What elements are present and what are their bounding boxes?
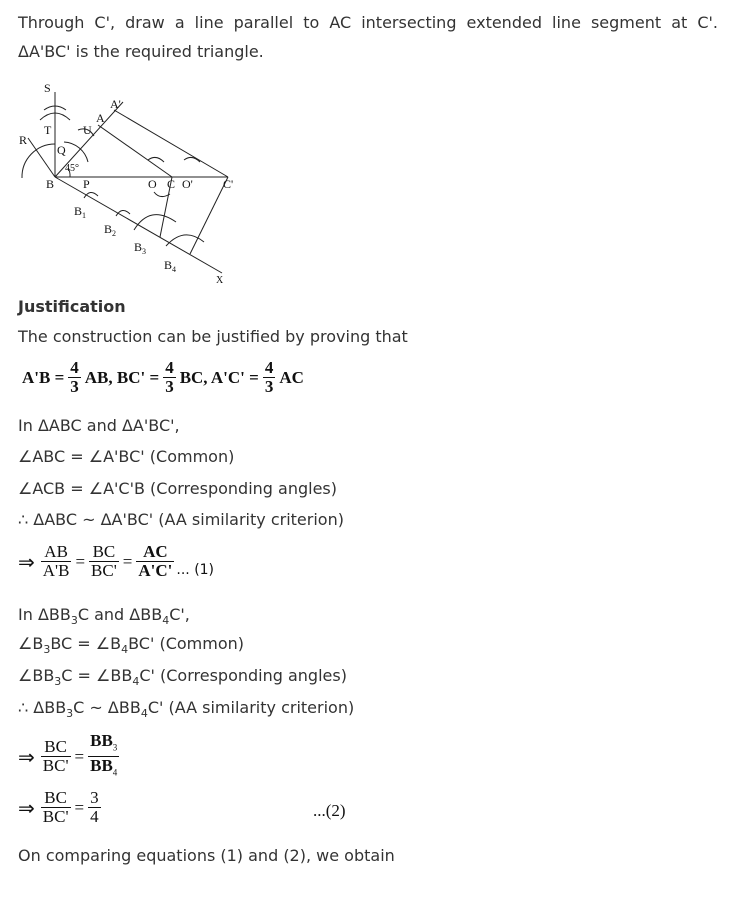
fraction-four-thirds: $\frac{4}{3}$ [70, 358, 79, 396]
triangle-2-similarity: ∴ $\Delta BB_3C$ ~ $\Delta BB_4C'$ (AA similarity criterion) [18, 698, 355, 721]
fraction-ab: $\frac{AB}{A'B}$ [42, 542, 70, 580]
label-o-prime: O' [182, 177, 193, 191]
label-b2: $B_2$ [104, 222, 117, 238]
label-o: O [148, 177, 157, 191]
arc-r [22, 144, 55, 178]
equation-2: ⇒ $\frac{BC}{BC'}$ = $\frac{3}{4}$ ...(2) [18, 788, 346, 826]
arc-b2 [116, 210, 130, 216]
label-x: X [216, 275, 224, 286]
label-b1: $B_1$ [74, 204, 87, 220]
implies-symbol: ⇒ [18, 795, 35, 820]
arc-c-cross [154, 192, 170, 197]
equation-2-label: ...(2) [313, 801, 346, 820]
label-b: B [46, 177, 55, 191]
label-q: Q [57, 143, 66, 157]
intro-line-2: ΔA'BC' is the required triangle. [18, 42, 264, 61]
ray-bx [55, 177, 222, 273]
label-c: C [167, 177, 176, 191]
equation-ratios: A'B = $\frac{4}{3}$ AB, BC' = $\frac{4}{3}$ BC, A'C' = $\frac{4}{3}$ AC [22, 358, 304, 396]
fraction-four-thirds: $\frac{4}{3}$ [264, 358, 274, 396]
triangle-1-angle-corresponding: ∠ACB = ∠A'C'B (Corresponding angles) [18, 479, 337, 498]
label-r: R [19, 133, 28, 147]
label-u: U [83, 123, 92, 137]
implies-symbol: ⇒ [18, 744, 35, 769]
triangle-pair-2-title: In $\Delta BB_3C$ and $\Delta BB_4C'$, [18, 605, 190, 628]
label-b4: $B_4$ [164, 258, 177, 274]
equation-1-label: ... (1) [176, 561, 215, 578]
construction-figure [0, 70, 260, 290]
label-p: P [83, 177, 90, 191]
conclusion-text: On comparing equations (1) and (2), we obtain [18, 846, 395, 865]
equation-1: ⇒ $\frac{AB}{A'B}$ = $\frac{BC}{BC'}$ = $\frac{AC}{A'C'}$ $_{... (1)}$ [18, 542, 215, 580]
label-s: S [44, 81, 51, 95]
equation-bb-ratio: ⇒ $\frac{BC}{BC'}$ = $\frac{BB_3}{BB_4}$ [18, 732, 121, 782]
arc-at-o-prime [184, 157, 200, 162]
triangle-1-angle-common: ∠ABC = ∠A'BC' (Common) [18, 447, 235, 466]
fraction-bb: $\frac{BB_3}{BB_4}$ [88, 732, 119, 782]
fraction-four-thirds: $\frac{4}{3}$ [165, 358, 174, 396]
line-a-prime-c-prime [114, 110, 228, 177]
label-a: A [96, 111, 105, 125]
line-ac [98, 125, 172, 177]
triangle-1-similarity: ∴ ΔABC ~ ΔA'BC' (AA similarity criterion) [18, 510, 344, 529]
label-c-prime: C' [223, 177, 234, 191]
fraction-bc: $\frac{BC}{BC'}$ [42, 788, 69, 826]
label-angle: 45° [65, 163, 79, 174]
intro-line-1: Through C', draw a line parallel to AC intersecting extended line segment at C'. [18, 13, 718, 32]
fraction-bc: $\frac{BC}{BC'}$ [91, 542, 117, 580]
triangle-2-angle-common: $\angle B_3BC$ = $\angle B_4BC'$ (Common) [18, 634, 244, 657]
label-t: T [44, 123, 52, 137]
justification-heading: Justification [18, 297, 126, 316]
triangle-2-angle-corresponding: $\angle BB_3C$ = $\angle BB_4C'$ (Corresponding angles) [18, 666, 347, 689]
fraction-ac: $\frac{AC}{A'C'}$ [138, 542, 173, 580]
implies-symbol: ⇒ [18, 549, 35, 574]
fraction-bc: $\frac{BC}{BC'}$ [42, 737, 69, 776]
label-a-prime: A' [110, 97, 121, 111]
fraction-three-quarters: $\frac{3}{4}$ [90, 788, 99, 826]
triangle-pair-1-title: In ΔABC and ΔA'BC', [18, 416, 180, 435]
intro-paragraph [18, 8, 718, 66]
arc-b3 [134, 215, 176, 230]
label-b3: $B_3$ [134, 240, 147, 256]
justification-intro: The construction can be justified by proving that [18, 327, 408, 346]
